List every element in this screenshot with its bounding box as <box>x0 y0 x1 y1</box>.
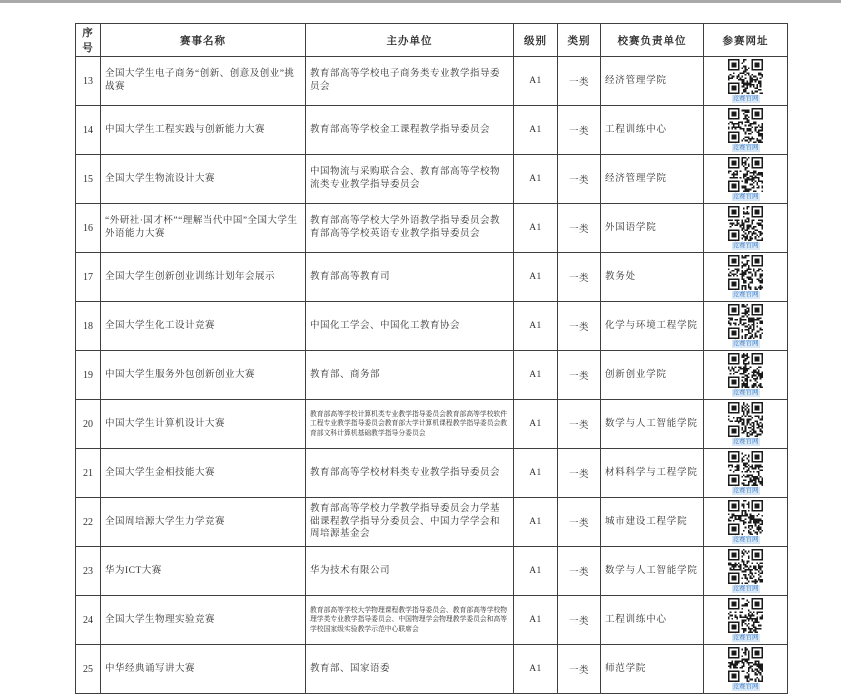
table-row <box>76 645 788 694</box>
row-level: A1 <box>514 645 558 694</box>
row-unit: 数学与人工智能学院 <box>601 400 704 449</box>
qr-block <box>704 451 787 495</box>
row-no: 19 <box>76 351 101 400</box>
row-organizer <box>306 547 514 596</box>
row-level: A1 <box>514 253 558 302</box>
qr-block <box>704 206 787 250</box>
row-competition-name: 全国大学生创新创业训练计划年会展示 <box>101 253 306 302</box>
row-website-cell <box>704 204 788 253</box>
row-level: A1 <box>514 106 558 155</box>
row-competition-name: “外研社·国才杯”“理解当代中国”全国大学生外语能力大赛 <box>101 204 306 253</box>
organizer-text: 教育部、商务部 <box>310 369 381 380</box>
row-competition-name: 华为ICT大赛 <box>101 547 306 596</box>
table-row <box>76 204 788 253</box>
table-row <box>76 57 788 106</box>
row-category: 一类 <box>558 400 601 449</box>
row-competition-name: 中国大学生计算机设计大赛 <box>101 400 306 449</box>
row-no: 20 <box>76 400 101 449</box>
row-no: 15 <box>76 155 101 204</box>
qr-block <box>704 549 787 593</box>
row-unit: 经济管理学院 <box>601 57 704 106</box>
qr-caption-link[interactable]: 竞赛官网 <box>732 242 759 249</box>
qr-code <box>728 353 763 388</box>
row-website-cell <box>704 57 788 106</box>
row-category: 一类 <box>558 155 601 204</box>
organizer-text: 教育部高等教育司 <box>310 271 391 282</box>
row-competition-name: 全国大学生物理实验竞赛 <box>101 596 306 645</box>
qr-caption-link[interactable]: 竞赛官网 <box>732 634 759 641</box>
row-level: A1 <box>514 400 558 449</box>
row-level: A1 <box>514 204 558 253</box>
row-category: 一类 <box>558 106 601 155</box>
organizer-text: 教育部高等学校材料类专业教学指导委员会 <box>310 467 501 478</box>
row-no: 24 <box>76 596 101 645</box>
qr-caption-link[interactable]: 竞赛官网 <box>732 585 759 592</box>
row-level: A1 <box>514 547 558 596</box>
row-website-cell <box>704 498 788 547</box>
row-level: A1 <box>514 449 558 498</box>
header-row <box>76 24 788 57</box>
row-level: A1 <box>514 155 558 204</box>
qr-code <box>728 206 763 241</box>
header-category: 类别 <box>558 24 601 57</box>
row-organizer <box>306 204 514 253</box>
table-row <box>76 155 788 204</box>
qr-block <box>704 402 787 446</box>
row-category: 一类 <box>558 449 601 498</box>
header-unit: 校赛负责单位 <box>601 24 704 57</box>
row-unit: 数学与人工智能学院 <box>601 547 704 596</box>
row-organizer <box>306 449 514 498</box>
row-category: 一类 <box>558 204 601 253</box>
table-row <box>76 498 788 547</box>
row-organizer <box>306 155 514 204</box>
organizer-text: 中国化工学会、中国化工教育协会 <box>310 320 461 331</box>
row-category: 一类 <box>558 302 601 351</box>
row-category: 一类 <box>558 253 601 302</box>
row-no: 16 <box>76 204 101 253</box>
row-organizer <box>306 498 514 547</box>
row-unit: 经济管理学院 <box>601 155 704 204</box>
row-website-cell <box>704 302 788 351</box>
qr-block <box>704 59 787 103</box>
row-website-cell <box>704 351 788 400</box>
qr-block <box>704 304 787 348</box>
qr-code <box>728 108 763 143</box>
qr-caption-link[interactable]: 竞赛官网 <box>732 683 759 690</box>
qr-code <box>728 500 763 535</box>
row-competition-name: 全国大学生金相技能大赛 <box>101 449 306 498</box>
qr-code <box>728 598 763 633</box>
organizer-text: 教育部高等学校计算机类专业教学指导委员会教育部高等学校软件工程专业教学指导委员会教育部大学计算机课程教学指导委员会教育部文科计算机基础教学指导分委员会 <box>310 411 508 437</box>
qr-code <box>728 304 763 339</box>
qr-block <box>704 255 787 299</box>
row-category: 一类 <box>558 498 601 547</box>
organizer-text: 教育部高等学校金工课程教学指导委员会 <box>310 124 491 135</box>
organizer-text: 教育部高等学校大学外语教学指导委员会教育部高等学校英语专业教学指导委员会 <box>310 216 501 239</box>
header-level: 级别 <box>514 24 558 57</box>
row-website-cell <box>704 596 788 645</box>
row-category: 一类 <box>558 57 601 106</box>
row-no: 13 <box>76 57 101 106</box>
row-category: 一类 <box>558 596 601 645</box>
table-header <box>76 24 788 57</box>
row-organizer <box>306 645 514 694</box>
row-website-cell <box>704 449 788 498</box>
qr-code <box>728 59 763 94</box>
row-website-cell <box>704 106 788 155</box>
row-category: 一类 <box>558 547 601 596</box>
qr-code <box>728 451 763 486</box>
row-website-cell <box>704 253 788 302</box>
row-unit: 师范学院 <box>601 645 704 694</box>
row-competition-name: 全国周培源大学生力学竞赛 <box>101 498 306 547</box>
header-website: 参赛网址 <box>704 24 788 57</box>
table-body <box>76 57 788 694</box>
row-organizer <box>306 596 514 645</box>
qr-caption-link[interactable]: 竞赛官网 <box>732 536 759 543</box>
qr-code <box>728 549 763 584</box>
row-no: 22 <box>76 498 101 547</box>
header-organizer: 主办单位 <box>306 24 514 57</box>
row-level: A1 <box>514 302 558 351</box>
row-organizer <box>306 351 514 400</box>
row-organizer <box>306 253 514 302</box>
organizer-text: 教育部、国家语委 <box>310 663 391 674</box>
competition-table <box>75 23 788 694</box>
organizer-text: 中国物流与采购联合会、教育部高等学校物流类专业教学指导委员会 <box>310 167 501 190</box>
qr-caption-link[interactable]: 竞赛官网 <box>732 193 759 200</box>
organizer-text: 教育部高等学校电子商务类专业教学指导委员会 <box>310 69 501 92</box>
row-competition-name: 中国大学生工程实践与创新能力大赛 <box>101 106 306 155</box>
table-row <box>76 302 788 351</box>
row-level: A1 <box>514 596 558 645</box>
row-no: 17 <box>76 253 101 302</box>
organizer-text: 华为技术有限公司 <box>310 565 391 576</box>
row-website-cell <box>704 547 788 596</box>
row-level: A1 <box>514 57 558 106</box>
table-row <box>76 449 788 498</box>
row-unit: 材料科学与工程学院 <box>601 449 704 498</box>
row-unit: 外国语学院 <box>601 204 704 253</box>
row-no: 14 <box>76 106 101 155</box>
row-website-cell <box>704 155 788 204</box>
organizer-text: 教育部高等学校力学教学指导委员会力学基础课程教学指导分委员会、中国力学学会和周培源基金会 <box>310 503 501 540</box>
organizer-text: 教育部高等学校大学物理课程教学指导委员会、教育部高等学校物理学类专业教学指导委员会、中国物理学会物理教学委员会和高等学校国家级实验教学示范中心联席会 <box>310 607 508 633</box>
qr-caption-link[interactable]: 竞赛官网 <box>732 144 759 151</box>
qr-code <box>728 255 763 290</box>
row-organizer <box>306 57 514 106</box>
row-organizer <box>306 106 514 155</box>
table-row <box>76 253 788 302</box>
qr-block <box>704 598 787 642</box>
qr-block <box>704 500 787 544</box>
row-competition-name: 中华经典诵写讲大赛 <box>101 645 306 694</box>
row-unit: 工程训练中心 <box>601 106 704 155</box>
row-competition-name: 全国大学生化工设计竞赛 <box>101 302 306 351</box>
qr-caption-link[interactable]: 竞赛官网 <box>732 340 759 347</box>
qr-code <box>728 647 763 682</box>
page-top-edge <box>0 0 841 3</box>
row-no: 18 <box>76 302 101 351</box>
row-unit: 工程训练中心 <box>601 596 704 645</box>
row-unit: 城市建设工程学院 <box>601 498 704 547</box>
qr-caption-link[interactable]: 竞赛官网 <box>732 95 759 102</box>
row-no: 25 <box>76 645 101 694</box>
qr-block <box>704 157 787 201</box>
row-competition-name: 全国大学生物流设计大赛 <box>101 155 306 204</box>
qr-block <box>704 647 787 691</box>
row-website-cell <box>704 645 788 694</box>
qr-caption-link[interactable]: 竞赛官网 <box>732 438 759 445</box>
table-row <box>76 106 788 155</box>
row-website-cell <box>704 400 788 449</box>
qr-code <box>728 157 763 192</box>
row-organizer <box>306 400 514 449</box>
row-unit: 创新创业学院 <box>601 351 704 400</box>
row-competition-name: 全国大学生电子商务“创新、创意及创业”挑战赛 <box>101 57 306 106</box>
row-competition-name: 中国大学生服务外包创新创业大赛 <box>101 351 306 400</box>
qr-caption-link[interactable]: 竞赛官网 <box>732 389 759 396</box>
row-no: 21 <box>76 449 101 498</box>
table-row <box>76 351 788 400</box>
row-category: 一类 <box>558 351 601 400</box>
qr-block <box>704 108 787 152</box>
row-organizer <box>306 302 514 351</box>
row-unit: 教务处 <box>601 253 704 302</box>
row-level: A1 <box>514 351 558 400</box>
table-row <box>76 400 788 449</box>
qr-caption-link[interactable]: 竞赛官网 <box>732 291 759 298</box>
header-name: 赛事名称 <box>101 24 306 57</box>
header-no: 序号 <box>76 24 101 57</box>
row-no: 23 <box>76 547 101 596</box>
row-category: 一类 <box>558 645 601 694</box>
qr-code <box>728 402 763 437</box>
row-level: A1 <box>514 498 558 547</box>
table-row <box>76 596 788 645</box>
table-row <box>76 547 788 596</box>
qr-block <box>704 353 787 397</box>
qr-caption-link[interactable]: 竞赛官网 <box>732 487 759 494</box>
row-unit: 化学与环境工程学院 <box>601 302 704 351</box>
